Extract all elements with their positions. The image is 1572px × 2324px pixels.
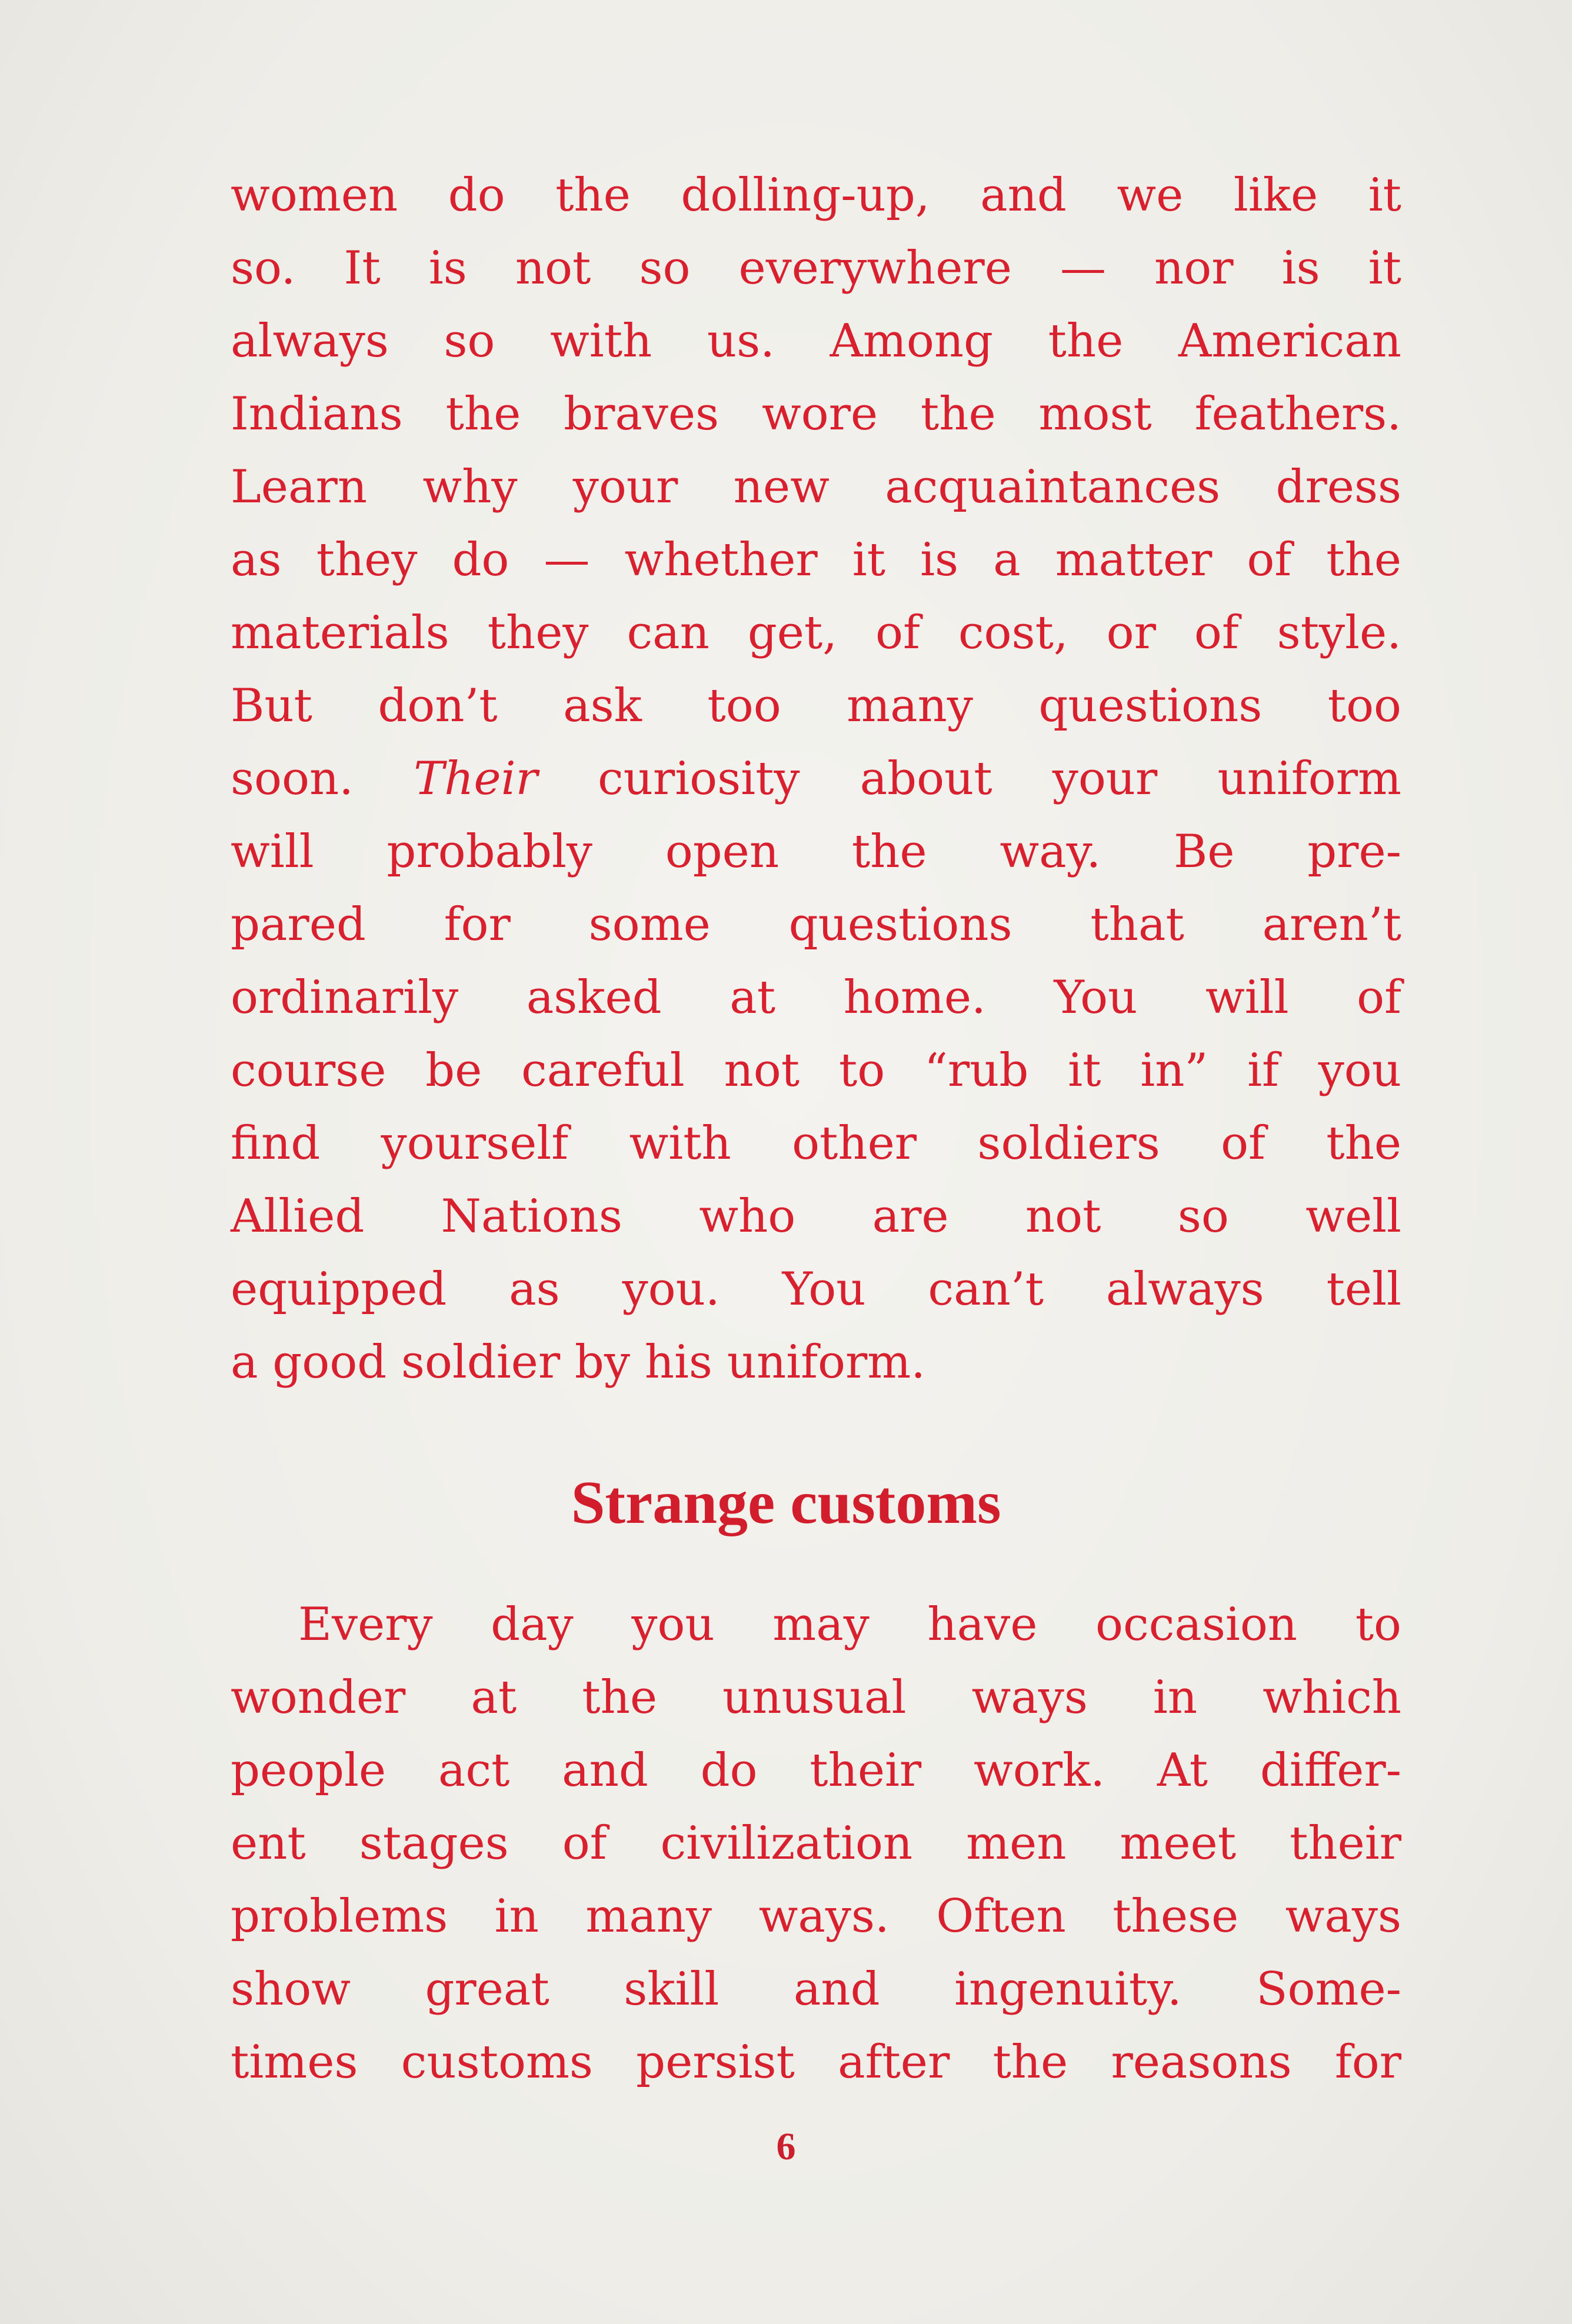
text-line: people act and do their work. At differ-: [231, 1744, 1401, 1797]
text-line: Indians the braves wore the most feathers.: [231, 388, 1401, 441]
line-rest: curiosity about your uniform: [597, 752, 1401, 805]
text-line: wonder at the unusual ways in which: [231, 1671, 1401, 1724]
text-line: pared for some questions that aren’t: [231, 898, 1401, 951]
text-line: show great skill and ingenuity. Some-: [231, 1963, 1401, 2016]
text-line: find yourself with other soldiers of the: [231, 1117, 1401, 1170]
line-start-word: soon.: [231, 752, 354, 805]
paragraph-2: [231, 1588, 1401, 2099]
text-line: But don’t ask too many questions too: [231, 679, 1401, 732]
text-line: Learn why your new acquaintances dress: [231, 461, 1401, 514]
text-line: problems in many ways. Often these ways: [231, 1890, 1401, 1943]
text-line: Allied Nations who are not so well: [231, 1190, 1401, 1243]
section-heading: Strange customs: [571, 1469, 1001, 1536]
text-line: ordinarily asked at home. You will of: [231, 971, 1401, 1024]
text-line: so. It is not so everywhere — nor is it: [231, 242, 1401, 295]
text-line: a good soldier by his uniform.: [231, 1336, 926, 1389]
italic-word: Their: [414, 752, 538, 805]
text-line: materials they can get, of cost, or of style.: [231, 606, 1401, 659]
text-line: course be careful not to “rub it in” if you: [231, 1044, 1401, 1097]
text-line: will probably open the way. Be pre-: [231, 825, 1401, 878]
page-number: 6: [776, 2125, 796, 2168]
text-line: women do the dolling-up, and we like it: [231, 169, 1401, 222]
text-line: times customs persist after the reasons for: [231, 2036, 1401, 2089]
text-line: [231, 742, 1401, 815]
text-line: equipped as you. You can’t always tell: [231, 1263, 1401, 1316]
text-line: ent stages of civilization men meet their: [231, 1817, 1401, 1870]
paragraph-1: [231, 159, 1401, 1399]
text-line: as they do — whether it is a matter of the: [231, 534, 1401, 586]
text-line: Every day you may have occasion to: [298, 1598, 1401, 1651]
text-line: always so with us. Among the American: [231, 315, 1401, 368]
